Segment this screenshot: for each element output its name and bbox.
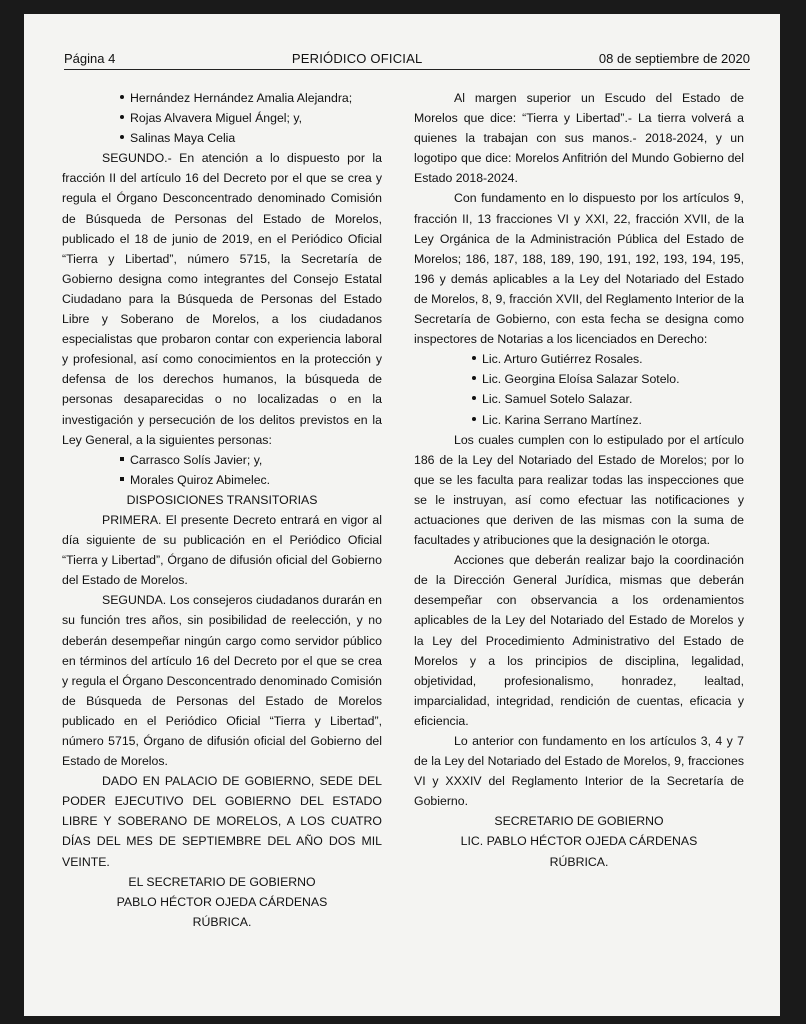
signature-name: PABLO HÉCTOR OJEDA CÁRDENAS bbox=[116, 894, 328, 909]
paragraph-cuales: Los cuales cumplen con lo estipulado por el artículo 186 de la Ley del Notariado del Estado de Morelos; por lo que se les faculta para realizar todas las inspecciones que se le instruyan, así como efectuar las notificaciones y actuaciones que deriven de las mismas con la suma de facultades y atribuciones que la designación le otorga. bbox=[414, 432, 744, 548]
left-column bbox=[62, 88, 382, 932]
list-item: Morales Quiroz Abimelec. bbox=[62, 470, 382, 490]
signature-rubrica: RÚBRICA. bbox=[549, 854, 609, 869]
signature-title: SECRETARIO DE GOBIERNO bbox=[494, 814, 664, 829]
paragraph-acciones: Acciones que deberán realizar bajo la coordinación de la Dirección General Jurídica, mismas que deberán desempeñar con observancia a los ordenamientos aplicables de la Ley del Notariado del Estado de Morelos y la Ley del Procedimiento Administrativo del Estado de Morelos y a los principios de disciplina, legalidad, objetividad, profesionalismo, honradez, lealtad, imparcialidad, integridad, rendición de cuentas, eficacia y eficiencia. bbox=[414, 553, 744, 728]
bullet-icon bbox=[472, 417, 476, 421]
list-item: Salinas Maya Celia bbox=[62, 128, 382, 148]
document-page bbox=[24, 14, 780, 1016]
paragraph-fundamento: Con fundamento en lo dispuesto por los artículos 9, fracción II, 13 fracciones VI y XXI, 22, fracción XVII, de la Ley Orgánica de la Administración Pública del Estado de Morelos; 186, 187, 188, 189, 190, 191, 192, 193, 194, 195, 196 y demás aplicables a la Ley del Notariado del Estado de Morelos, 8, 9, fracción XVII, del Reglamento Interior de la Secretaría de Gobierno, con esta fecha se designa como inspectores de Notarias a los licenciados en Derecho: bbox=[414, 191, 744, 347]
bullet-list bbox=[62, 88, 382, 148]
list-item: Lic. Samuel Sotelo Salazar. bbox=[414, 389, 744, 409]
bullet-list bbox=[62, 450, 382, 490]
signature-rubrica: RÚBRICA. bbox=[192, 914, 252, 929]
page-header bbox=[64, 51, 750, 67]
list-item: Carrasco Solís Javier; y, bbox=[62, 450, 382, 470]
publication-date: 08 de septiembre de 2020 bbox=[598, 51, 750, 66]
bullet-icon bbox=[472, 376, 476, 380]
right-column bbox=[414, 88, 744, 872]
bullet-list bbox=[414, 349, 744, 429]
list-item: Lic. Arturo Gutiérrez Rosales. bbox=[414, 349, 744, 369]
paragraph-segunda: SEGUNDA. Los consejeros ciudadanos durarán en su función tres años, sin posibilidad de reelección, y no deberán desempeñar ningún cargo como servidor público en términos del artículo 16 del Decreto por el que se crea y regula el Órgano Desconcentrado denominado Comisión de Búsqueda de Personas del Estado de Morelos publicado en el Periódico Oficial “Tierra y Libertad”, número 5715, Órgano de difusión oficial del Gobierno del Estado de Morelos. bbox=[62, 593, 382, 769]
paragraph-segundo: SEGUNDO.- En atención a lo dispuesto por la fracción II del artículo 16 del Decreto por el que se crea y regula el Órgano Desconcentrado denominado Comisión de Búsqueda de Personas del Estado de Morelos, publicado el 18 de junio de 2019, en el Periódico Oficial “Tierra y Libertad”, número 5715, la Secretaría de Gobierno designa como integrantes del Consejo Estatal Ciudadano para la Búsqueda de Personas del Estado Libre y Soberano de Morelos, a los ciudadanos especialistas que probaron contar con experiencia laboral y profesional, así como conocimientos en la protección y defensa de los derechos humanos, la búsqueda de personas desaparecidas o no localizadas o en la investigación y persecución de los delitos previstos en la Ley General, a la siguientes personas: bbox=[62, 151, 382, 447]
paragraph-primera: PRIMERA. El presente Decreto entrará en vigor al día siguiente de su publicación en el Periódico Oficial “Tierra y Libertad”, Órgano de difusión oficial del Gobierno del Estado de Morelos. bbox=[62, 512, 382, 588]
paragraph-dado: DADO EN PALACIO DE GOBIERNO, SEDE DEL PODER EJECUTIVO DEL GOBIERNO DEL ESTADO LIBRE Y SOBERANO DE MORELOS, A LOS CUATRO DÍAS DEL MES DE SEPTIEMBRE DEL AÑO DOS MIL VEINTE. bbox=[62, 774, 382, 869]
list-item: Lic. Karina Serrano Martínez. bbox=[414, 410, 744, 430]
bullet-icon bbox=[472, 356, 476, 360]
publication-title: PERIÓDICO OFICIAL bbox=[291, 51, 423, 66]
bullet-icon bbox=[120, 135, 124, 139]
bullet-icon bbox=[472, 396, 476, 400]
list-item: Rojas Alvavera Miguel Ángel; y, bbox=[62, 108, 382, 128]
header-rule bbox=[64, 69, 750, 70]
bullet-icon bbox=[120, 95, 124, 99]
list-item: Lic. Georgina Eloísa Salazar Sotelo. bbox=[414, 369, 744, 389]
bullet-icon bbox=[120, 477, 124, 481]
signature-title: EL SECRETARIO DE GOBIERNO bbox=[128, 874, 316, 889]
paragraph-margen: Al margen superior un Escudo del Estado de Morelos que dice: “Tierra y Libertad”.- La tierra volverá a quienes la trabajan con sus manos.- 2018-2024, y un logotipo que dice: Morelos Anfitrión del Mundo Gobierno del Estado 2018-2024. bbox=[414, 91, 744, 186]
signature-name: LIC. PABLO HÉCTOR OJEDA CÁRDENAS bbox=[460, 834, 698, 849]
page-number: Página 4 bbox=[64, 51, 116, 66]
bullet-icon bbox=[120, 115, 124, 119]
paragraph-anterior: Lo anterior con fundamento en los artículos 3, 4 y 7 de la Ley del Notariado del Estado de Morelos, 9, fracciones VI y XXXIV del Reglamento Interior de la Secretaría de Gobierno. bbox=[414, 734, 744, 809]
list-item: Hernández Hernández Amalia Alejandra; bbox=[62, 88, 382, 108]
bullet-icon bbox=[120, 457, 124, 461]
section-heading: DISPOSICIONES TRANSITORIAS bbox=[126, 492, 318, 507]
